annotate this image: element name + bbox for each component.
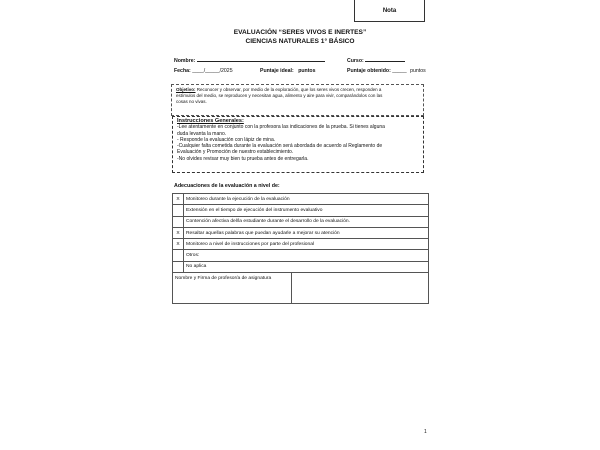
table-row [173,227,429,238]
adecuaciones-table [172,193,429,304]
row-text: Resaltar aquellas palabras que puedan ayudarle a mejorar su atención [184,227,429,238]
row-text: Monitoreo durante la ejecución de la evaluación [184,194,429,205]
objetivo-text-1: Reconocer y observar, por medio de la exploración, que los seres vivos crecen, responden a [196,87,382,92]
objetivo-box [171,84,424,116]
signature-field[interactable] [292,273,429,304]
puntaje-ideal-label: Puntaje ideal: [260,68,294,74]
row-mark[interactable] [173,261,184,272]
fecha-row [174,68,233,74]
curso-label: Curso: [347,58,364,64]
row-mark[interactable]: X [173,194,184,205]
fecha-label: Fecha: [174,68,191,74]
signature-row [173,273,429,304]
instruccion-line: Evaluación y Promoción de nuestro establecimiento. [177,149,294,156]
row-text: No aplica [184,261,429,272]
nombre-field[interactable] [197,56,325,62]
table-row [173,261,429,272]
instruccion-line: -Lee atentamente en conjunto con la profesora las indicaciones de la prueba. Si tienes alguna [177,124,385,131]
puntaje-obtenido-label: Puntaje obtenido: [347,68,391,74]
instrucciones-box [172,116,424,173]
curso-row [347,56,405,64]
puntaje-obtenido-unit: puntos [410,68,426,74]
puntaje-ideal-row [260,68,315,74]
table-row [173,205,429,216]
row-text: Monitoreo a nivel de instrucciones por parte del profesional [184,239,429,250]
row-mark[interactable]: X [173,227,184,238]
puntaje-ideal-value: puntos [298,68,316,74]
instrucciones-title: Instrucciones Generales: [177,118,244,124]
nota-label: Nota [382,8,397,14]
objetivo-text-3: cosas no vivas. [176,99,207,105]
instruccion-line: -Cualquier falta cometida durante la evaluación será abordada de acuerdo al Reglamento de [177,143,383,150]
title-line-1: EVALUACIÓN “SERES VIVOS E INERTES” [233,29,367,36]
row-mark[interactable] [173,250,184,261]
objetivo-text-2: estímulos del medio, se reproducen y necesitan agua, alimento y aire para vivir, comparándolos con las [176,93,383,99]
puntaje-obtenido-blank[interactable]: _____ [392,68,407,74]
row-mark[interactable] [173,216,184,227]
adecuaciones-title: Adecuaciones de la evaluación a nivel de: [174,183,280,189]
page-number: 1 [424,429,427,435]
table-row [173,194,429,205]
row-text: Contención afectiva del/la estudiante durante el desarrollo de la evaluación. [184,216,429,227]
signature-label: Nombre y Firma de profesor/a de asignatura [173,273,292,304]
objetivo-label: Objetivo: [176,87,196,92]
instruccion-line: - Responde la evaluación con lápiz de mina. [177,136,276,143]
title-line-2: CIENCIAS NATURALES 1° BÁSICO [245,38,355,45]
nombre-label: Nombre: [174,58,196,64]
row-text: Otros: [184,250,429,261]
instruccion-line: duda levanta la mano. [177,130,227,137]
puntaje-obtenido-row [347,68,426,74]
table-row [173,250,429,261]
table-row [173,216,429,227]
curso-field[interactable] [365,56,405,62]
table-row [173,239,429,250]
fecha-value[interactable]: ____/_____/2025 [192,68,233,74]
row-mark[interactable]: X [173,239,184,250]
nombre-row [174,56,325,64]
row-text: Extensión en el tiempo de ejecución del instrumento evaluativo [184,205,429,216]
row-mark[interactable] [173,205,184,216]
instruccion-line: -No olvides revisar muy bien tu prueba antes de entregarla. [177,155,309,162]
nota-box [354,0,425,22]
